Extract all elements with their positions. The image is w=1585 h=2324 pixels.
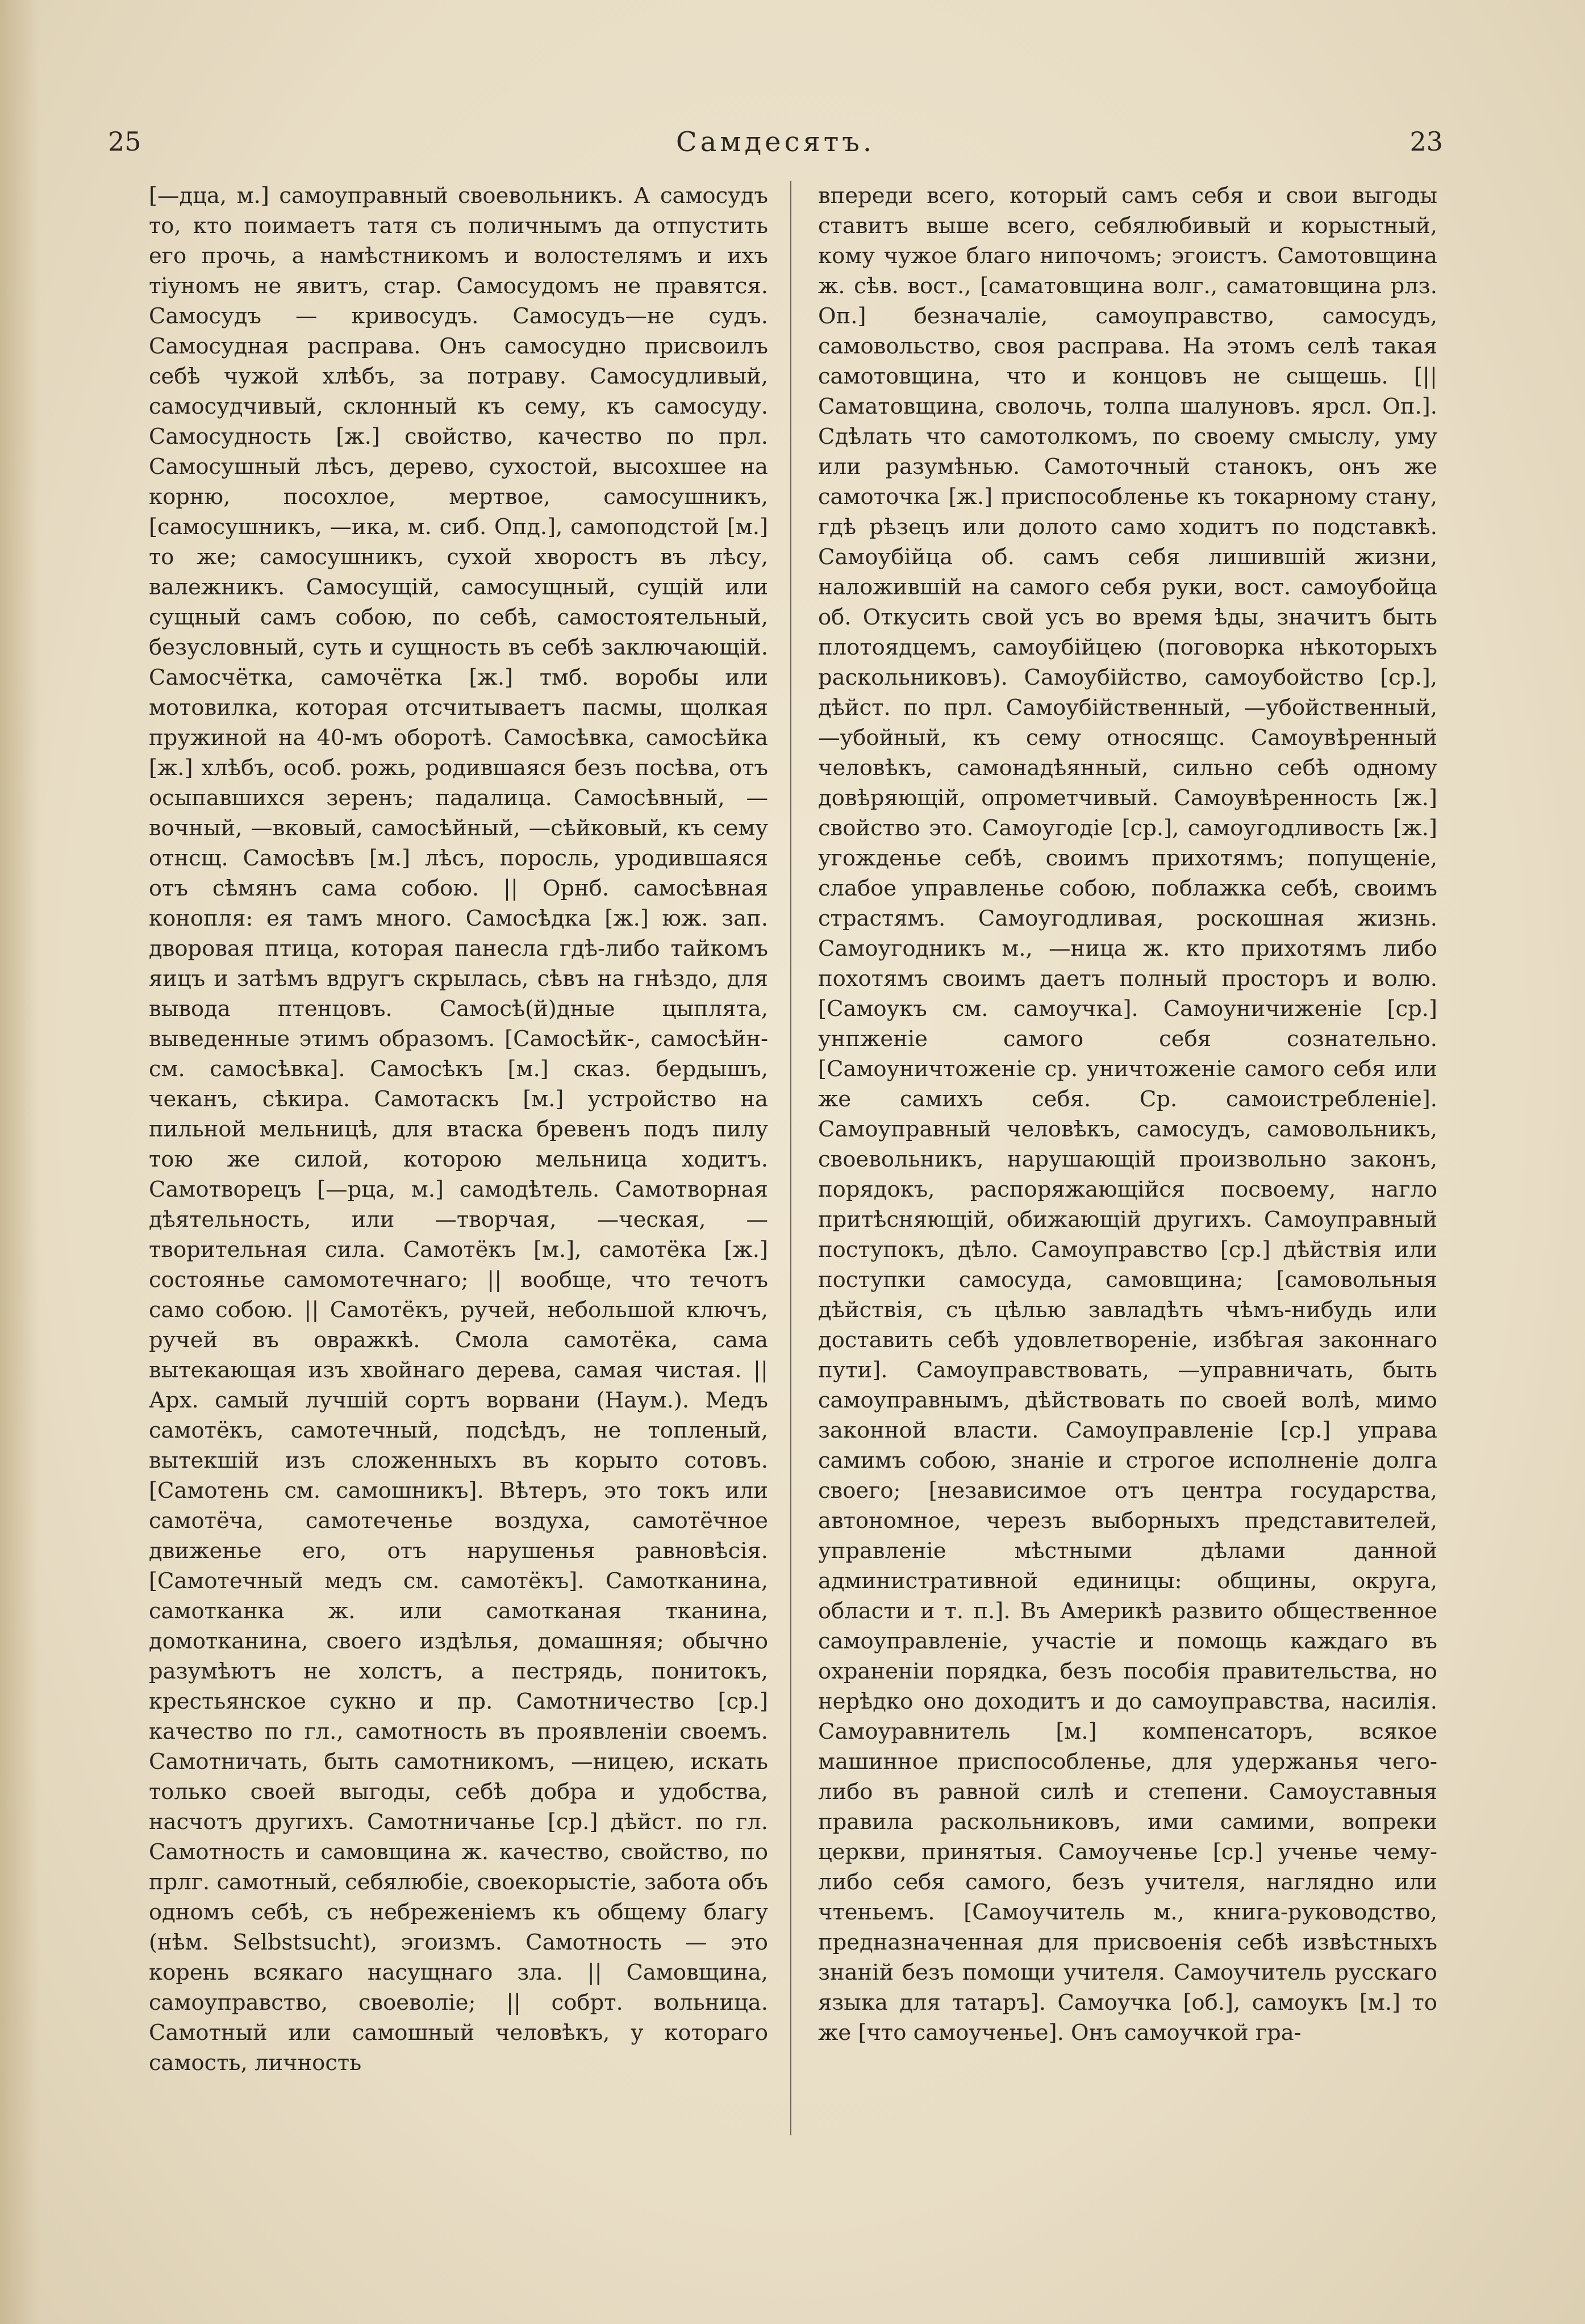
binding-shadow — [0, 0, 40, 2324]
right-column-text: впереди всего, который самъ себя и свои выгоды ставитъ выше всего, себялюбивый и корыстный, кому чужое благо нипочомъ; эгоистъ. Самотовщина ж. сѣв. вост., [саматовщина волг., саматовщина рлз. Оп.] безначаліе, самоуправство, самосудъ, самовольство, своя расправа. На этомъ селѣ такая самотовщина, что и концовъ не сыщешь. [|| Саматовщина, сволочь, толпа шалуновъ. ярсл. Оп.]. Сдѣлать что самотолкомъ, по своему смыслу, уму или разумѣнью. Самоточный станокъ, онъ же самоточка [ж.] приспособленье къ токарному стану, гдѣ рѣзецъ или долото само ходитъ по подставкѣ. Самоубійца об. самъ себя лишившій жизни, наложившій на самого себя руки, вост. самоубойца об. Откусить свой усъ во время ѣды, значитъ быть плотоядцемъ, самоубійцею (поговорка нѣкоторыхъ раскольниковъ). Самоубійство, самоубойство [ср.], дѣйст. по прл. Самоубійственный, —убойственный, —убойный, къ сему относящс. Самоувѣренный человѣкъ, самонадѣянный, сильно себѣ одному довѣряющій, опрометчивый. Самоувѣренность [ж.] свойство это. Самоугодіе [ср.], самоугодливость [ж.] угожденье себѣ, своимъ прихотямъ; попущеніе, слабое управленье собою, поблажка себѣ, своимъ страстямъ. Самоугодливая, роскошная жизнь. Самоугодникъ м., —ница ж. кто прихотямъ либо похотямъ своимъ даетъ полный просторъ и волю. [Самоукъ см. самоучка]. Самоуничиженіе [ср.] унпженіе самого себя сознательно. [Самоуничтоженіе ср. уничтоженіе самого себя или же самихъ себя. Ср. самоистребленіе]. Самоуправный человѣкъ, самосудъ, самовольникъ, своевольникъ, нарушающій произвольно законъ, порядокъ, распоряжающійся посвоему, нагло притѣсняющій, обижающій другихъ. Самоуправный поступокъ, дѣло. Самоуправство [ср.] дѣйствія или поступки самосуда, самовщина; [самовольныя дѣйствія, съ цѣлью завладѣть чѣмъ-нибудь или доставить себѣ удовлетвореніе, избѣгая законнаго пути]. Самоуправствовать, —управничать, быть самоуправнымъ, дѣйствовать по своей волѣ, мимо законной власти. Самоуправленіе [ср.] управа самимъ собою, знаніе и строгое исполненіе долга своего; [независимое отъ центра государства, автономное, черезъ выборныхъ представителей, управленіе мѣстными дѣлами данной административной единицы: общины, округа, области и т. п.]. Въ Америкѣ развито общественное самоуправленіе, участіе и помощь каждаго въ охраненіи порядка, безъ пособія правительства, но нерѣдко оно доходитъ и до самоуправства, насилія. Самоуравнитель [м.] компенсаторъ, всякое машинное приспособленье, для удержанья чего-либо въ равной силѣ и степени. Самоуставныя правила раскольниковъ, ими самими, вопреки церкви, принятыя. Самоученье [ср.] ученье чему-либо себя самого, безъ учителя, наглядно или чтеньемъ. [Самоучитель м., книга-руководство, предназначенная для присвоенія себѣ извѣстныхъ знаній безъ помощи учителя. Самоучитель русскаго языка для татаръ]. Самоучка [об.], самоукъ [м.] то же [что самоученье]. Онъ самоучкой гра- — [818, 183, 1437, 2046]
left-column — [149, 181, 768, 2204]
page-header — [108, 126, 1443, 172]
right-column — [818, 181, 1437, 2204]
left-column-text: [—дца, м.] самоуправный своевольникъ. А самосудъ то, кто поимаетъ татя съ поличнымъ да отпустить его прочь, а намѣстникомъ и волостелямъ и ихъ тіуномъ не явитъ, стар. Самосудомъ не правятся. Самосудъ — кривосудъ. Самосудъ—не судъ. Самосудная расправа. Онъ самосудно присвоилъ себѣ чужой хлѣбъ, за потраву. Самосудливый, самосудчивый, склонный къ сему, къ самосуду. Самосудность [ж.] свойство, качество по прл. Самосушный лѣсъ, дерево, сухостой, высохшее на корню, посохлое, мертвое, самосушникъ, [самосушникъ, —ика, м. сиб. Опд.], самоподстой [м.] то же; самосушникъ, сухой хворостъ въ лѣсу, валежникъ. Самосущій, самосущный, сущій или сущный самъ собою, по себѣ, самостоятельный, безусловный, суть и сущность въ себѣ заключающій. Самосчётка, самочётка [ж.] тмб. воробы или мотовилка, которая отсчитываетъ пасмы, щолкая пружиной на 40-мъ оборотѣ. Самосѣвка, самосѣйка [ж.] хлѣбъ, особ. рожь, родившаяся безъ посѣва, отъ осыпавшихся зеренъ; падалица. Самосѣвный, —вочный, —вковый, самосѣйный, —сѣйковый, къ сему отнсщ. Самосѣвъ [м.] лѣсъ, поросль, уродившаяся отъ сѣмянъ сама собою. || Орнб. самосѣвная конопля: ея тамъ много. Самосѣдка [ж.] юж. зап. дворовая птица, которая панесла гдѣ-либо тайкомъ яицъ и затѣмъ вдругъ скрылась, сѣвъ на гнѣздо, для вывода птенцовъ. Самосѣ(й)дные цыплята, выведенные этимъ образомъ. [Самосѣйк-, самосѣйн- см. самосѣвка]. Самосѣкъ [м.] сказ. бердышъ, чеканъ, сѣкира. Самотаскъ [м.] устройство на пильной мельницѣ, для втаска бревенъ подъ пилу тою же силой, которою мельница ходитъ. Самотворецъ [—рца, м.] самодѣтель. Самотворная дѣятельность, или —творчая, —ческая, —творительная сила. Самотёкъ [м.], самотёка [ж.] состоянье самомотечнаго; || вообще, что течотъ само собою. || Самотёкъ, ручей, небольшой ключъ, ручей въ овражкѣ. Смола самотёка, сама вытекающая изъ хвойнаго дерева, самая чистая. || Арх. самый лучшій сортъ ворвани (Наум.). Медъ самотёкъ, самотечный, подсѣдъ, не топленый, вытекшій изъ сложенныхъ въ корыто сотовъ. [Самотень см. самошникъ]. Вѣтеръ, это токъ или самотёча, самотеченье воздуха, самотёчное движенье его, отъ нарушенья равновѣсія. [Самотечный медъ см. самотёкъ]. Самотканина, самотканка ж. или самотканая тканина, домотканина, своего издѣлья, домашняя; обычно разумѣютъ не холстъ, а пестрядь, понитокъ, крестьянское сукно и пр. Самотничество [ср.] качество по гл., самотность въ проявленіи своемъ. Самотничать, быть самотникомъ, —ницею, искать только своей выгоды, себѣ добра и удобства, насчотъ другихъ. Самотничанье [ср.] дѣйст. по гл. Самотность и самовщина ж. качество, свойство, по прлг. самотный, себялюбіе, своекорыстіе, забота объ одномъ себѣ, съ небреженіемъ къ общему благу (нѣм. Selbstsucht), эгоизмъ. Самотность — это корень всякаго насущнаго зла. || Самовщина, самоуправство, своеволіе; || собрт. вольница. Самотный или самошный человѣкъ, у котораго самость, личность — [149, 183, 768, 2076]
page-number-right: 23 — [1409, 126, 1443, 157]
page-number-left: 25 — [108, 126, 141, 157]
running-title: Самдесятъ. — [675, 126, 875, 158]
column-divider — [790, 181, 791, 2135]
